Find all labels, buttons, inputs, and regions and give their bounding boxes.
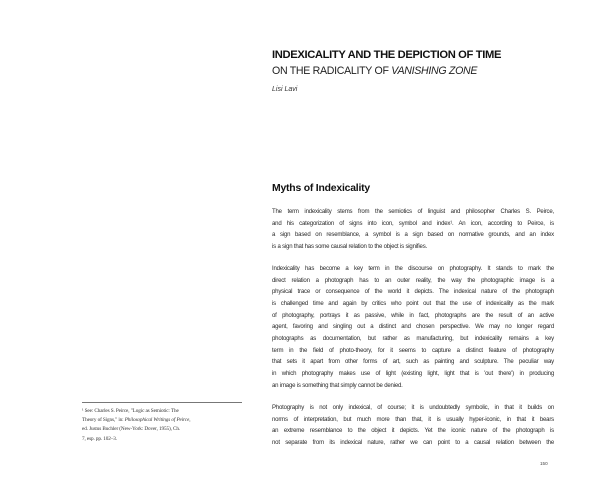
footnote-line-prefix: Theory of Signs," in: [82, 417, 125, 424]
text-line: in which photography makes use of light (existing light, light that is 'out there') in producing [272, 371, 554, 378]
page-number: 150 [540, 461, 548, 466]
text-line: physical trace or consequence of the world it depicts. The indexical nature of the photograph [272, 289, 554, 296]
footnote-line: ed. Justus Buchler (New-York: Dover, 1955), Ch. [82, 426, 181, 433]
text-line: a sign based on resemblance, a symbol is a sign based on normative grounds, and an index [272, 232, 554, 239]
text-line: an image is something that simply cannot be denied. [272, 382, 403, 389]
text-line: The term indexicality stems from the semiotics of linguist and philosopher Charles S. Peirce, [272, 209, 554, 215]
footnote-line: 7, esp. pp. 102–3. [82, 435, 117, 442]
paragraph-3 [272, 403, 554, 450]
article-subtitle [272, 65, 592, 77]
article-title: INDEXICALITY AND THE DEPICTION OF TIME [272, 49, 502, 61]
text-line: is a sign that has some causal relation to the object is signifies. [272, 243, 427, 250]
paragraph-2 [272, 264, 554, 392]
subtitle-prefix: ON THE RADICALITY OF [272, 65, 392, 77]
text-line: that sets it apart from other forms of art, such as painting and sculpture. The peculiar way [272, 359, 554, 366]
text-line: is challenged time and again by critics who point out that the use of indexicality as the mark [272, 301, 554, 308]
footnote-book-title: Philosophical Writings of Peirce, [124, 417, 191, 424]
text-line: and his categorization of signs into icon, symbol and index¹. An icon, according to Peirce, is [272, 220, 554, 227]
text-line: agent, favoring and singling out a distinct and chosen perspective. We may no longer regard [272, 324, 554, 331]
footnote-line [82, 416, 242, 425]
section-heading: Myths of Indexicality [272, 183, 370, 194]
text-line: of photography, portrays it as passive, while in fact, photographs are the result of an active [272, 312, 554, 319]
text-line: norms of interpretation, but much more than that, it is usually hyper-iconic, in that it bears [272, 416, 554, 423]
text-line: Indexicality has become a key term in the discourse on photography. It stands to mark the [272, 266, 554, 273]
paragraph-1 [272, 207, 554, 254]
footnote-line: ¹ See: Charles S. Peirce, "Logic as Semiotic: The [82, 408, 179, 414]
text-line: photographs as documentation, but rather as manufacturing, but indexicality remains a key [272, 336, 554, 343]
author-name: Lisi Lavi [272, 86, 298, 93]
subtitle-emphasis: VANISHING ZONE [391, 65, 478, 77]
text-line: not separate from its indexical nature, rather we can point to a causal relation between the [272, 439, 554, 446]
text-line: direct relation a photograph has to an outer reality, the way the photographic image is a [272, 277, 554, 284]
text-line: Photography is not only indexical, of course; it is undoubtedly symbolic, in that it builds on [272, 404, 554, 411]
footnote-divider [82, 402, 242, 403]
footnote [82, 407, 242, 444]
text-line: term in the field of photo-theory, for it seems to capture a distinct feature of photography [272, 347, 554, 354]
text-line: an extreme resemblance to the object it depicts. Yet the iconic nature of the photograph is [272, 428, 554, 435]
body-text [272, 207, 554, 460]
